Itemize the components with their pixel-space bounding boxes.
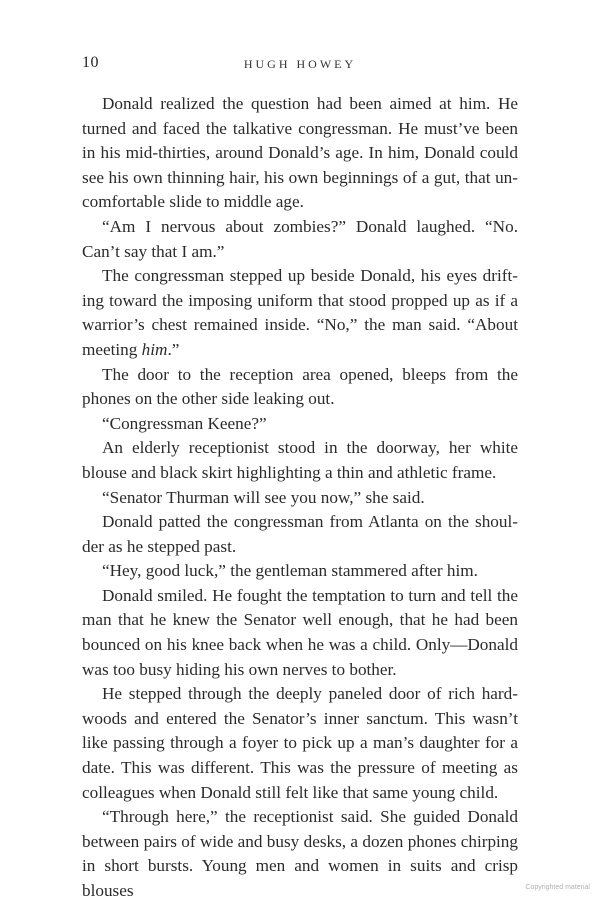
paragraph <box>82 264 518 362</box>
paragraph-text: .” <box>167 339 180 359</box>
paragraph: “Am I nervous about zombies?” Donald laughed. “No. Can’t say that I am.” <box>82 216 518 261</box>
paragraph: “Hey, good luck,” the gentleman stammered after him. <box>102 561 478 581</box>
paragraph: “Congressman Keene?” <box>102 413 267 433</box>
paragraph: The door to the reception area opened, bleeps from the phones on the other side leaking out. <box>82 364 518 409</box>
copyright-watermark: Copyrighted material <box>525 884 590 891</box>
emphasis: him <box>141 339 168 359</box>
paragraph: Donald realized the question had been aimed at him. He turned and faced the talkative congressman. He must’ve been in his mid-thirties, around Donald’s age. In him, Donald could see his own thinning hair, his own beginnings of a gut, that uncomfortable slide to middle age. <box>82 94 518 212</box>
body-text <box>82 92 518 904</box>
running-head: HUGH HOWEY <box>243 57 357 71</box>
paragraph: “Through here,” the receptionist said. She guided Donald between pairs of wide and busy desks, a dozen phones chirping in short bursts. Young men and women in suits and crisp blouses <box>82 807 518 900</box>
page-number: 10 <box>82 54 99 71</box>
paragraph: “Senator Thurman will see you now,” she said. <box>102 487 425 507</box>
paragraph: He stepped through the deeply paneled door of rich hardwoods and entered the Senator’s inner sanctum. This wasn’t like passing through a foyer to pick up a man’s daughter for a date. This was different. This was the pressure of meeting as colleagues when Donald still felt like that same young child. <box>82 684 518 802</box>
paragraph: Donald smiled. He fought the temptation to turn and tell the man that he knew the Senator well enough, that he had been bounced on his knee back when he was a child. Only—Donald was too busy hiding his own nerves to bother. <box>82 585 518 679</box>
paragraph: Donald patted the congressman from Atlanta on the shoulder as he stepped past. <box>82 512 518 556</box>
paragraph: An elderly receptionist stood in the doorway, her white blouse and black skirt highlighting a thin and athletic frame. <box>82 438 518 482</box>
paragraph-text: The congressman stepped up beside Donald, his eyes drifting toward the imposing uniform that stood propped up as if a warrior’s chest remained inside. “No,” the man said. “About meeting <box>82 266 518 359</box>
